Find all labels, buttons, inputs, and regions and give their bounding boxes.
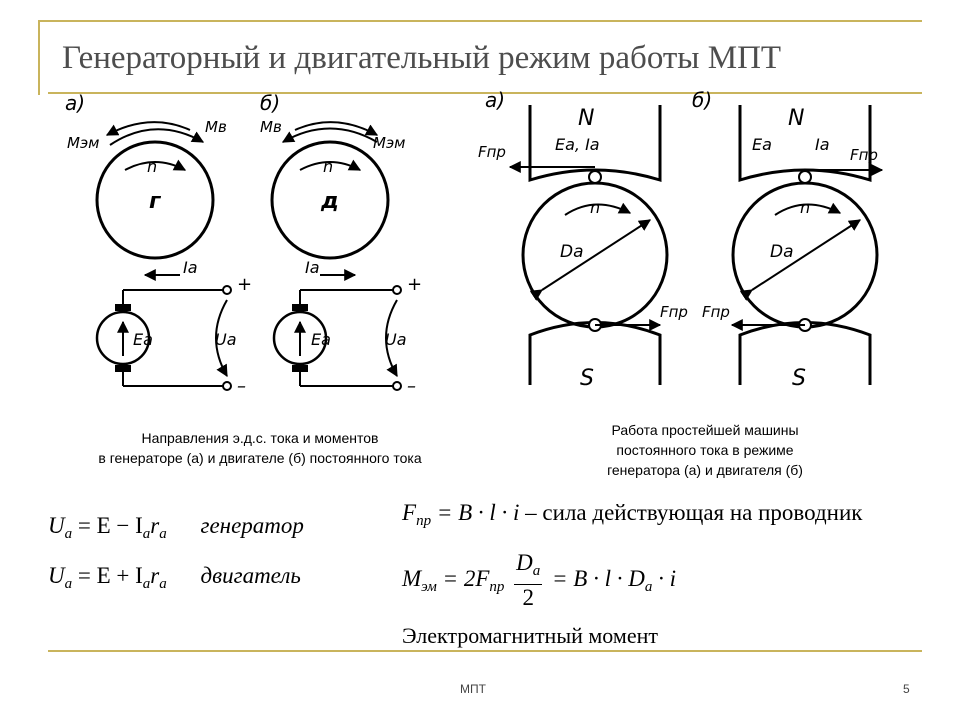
- motor-word: двигатель: [200, 563, 301, 588]
- decor-vertical-rule: [38, 20, 40, 95]
- right-label-a: а): [485, 88, 506, 112]
- mot-current-label: Ia: [305, 258, 320, 277]
- left-label-b: б): [260, 91, 281, 115]
- mot-terminal-minus: [393, 382, 401, 390]
- moment-note: Электромагнитный момент: [402, 623, 658, 648]
- mot-mv-arrow: [283, 129, 377, 143]
- moment-equation: $M_{эм} = 2F_{пр}$ $\frac{D_a}{2}$ = $B \cdot l \cdot D_a \cdot i$: [402, 550, 676, 610]
- machine-a-force-top-label: Fпр: [478, 143, 506, 161]
- mot-voltage-label: Ua: [385, 330, 407, 349]
- left-diagram: [55, 90, 475, 410]
- gen-plus-label: +: [237, 274, 253, 295]
- mot-letter: д: [321, 189, 339, 214]
- gen-mv-label: Мв: [205, 118, 227, 136]
- machine-b-diameter: [752, 220, 860, 290]
- gen-terminal-minus: [223, 382, 231, 390]
- mot-mem-label: Мэм: [373, 134, 406, 152]
- machine-a-s-label: S: [580, 366, 594, 391]
- mot-emf-label: Ea: [311, 330, 331, 349]
- machine-b: [702, 105, 882, 391]
- machine-b-ia-label: Ia: [815, 135, 830, 154]
- left-caption-line1: Направления э.д.с. тока и моментов: [141, 430, 379, 446]
- mot-brush-bottom: [292, 365, 308, 372]
- right-caption: [545, 420, 865, 480]
- machine-b-force-top-label: Fпр: [850, 146, 878, 164]
- gen-brush-top: [115, 304, 131, 311]
- mot-terminal-plus: [393, 286, 401, 294]
- decor-top-rule: [38, 20, 922, 22]
- right-caption-line3: генератора (а) и двигателя (б): [607, 462, 803, 478]
- machine-b-speed-label: n: [800, 198, 811, 217]
- gen-brush-bottom: [115, 365, 131, 372]
- machine-a-diameter-label: Da: [560, 242, 584, 262]
- gen-mem-label: Мэм: [67, 134, 100, 152]
- gen-emf-label: Ea: [133, 330, 153, 349]
- right-caption-line2: постоянного тока в режиме: [616, 442, 794, 458]
- generator-word: генератор: [200, 513, 304, 538]
- machine-a-conductor-top: [589, 171, 601, 183]
- gen-terminal-plus: [223, 286, 231, 294]
- machine-a-ea-ia-label: Ea, Ia: [555, 135, 600, 154]
- machine-b-s-label: S: [792, 366, 806, 391]
- gen-minus-label: –: [237, 376, 246, 397]
- machine-a-force-bottom-label: Fпр: [660, 303, 688, 321]
- gen-speed-label: n: [147, 157, 158, 176]
- slide-title: Генераторный и двигательный режим работы МПТ: [62, 40, 782, 76]
- machine-a: [478, 105, 688, 391]
- gen-letter: г: [149, 189, 161, 214]
- machine-b-conductor-top: [799, 171, 811, 183]
- gen-mem-arrow: [107, 122, 190, 135]
- footer-rule: [48, 650, 922, 652]
- right-caption-line1: Работа простейшей машины: [611, 422, 799, 438]
- mot-brush-top: [292, 304, 308, 311]
- machine-a-n-label: N: [578, 106, 595, 131]
- moment-fraction: $\frac{D_a}{2}$: [516, 550, 541, 610]
- gen-current-label: Ia: [183, 258, 198, 277]
- gen-voltage-label: Ua: [215, 330, 237, 349]
- footer-title: МПТ: [460, 682, 486, 696]
- mot-minus-label: –: [407, 376, 416, 397]
- generator-equation: $U_a = E - I_ar_a$ генератор: [48, 513, 304, 542]
- machine-b-force-bottom-label: Fпр: [702, 303, 730, 321]
- left-label-a: а): [65, 91, 86, 115]
- machine-a-speed-label: n: [590, 198, 601, 217]
- left-caption-line2: в генераторе (а) и двигателе (б) постоянного тока: [98, 450, 422, 466]
- left-caption: [40, 428, 480, 468]
- force-equation: $F_{пр} = B \cdot l \cdot i$ – сила действующая на проводник: [402, 500, 863, 529]
- force-description: – сила действующая на проводник: [519, 500, 863, 525]
- motor-equation: $U_a = E + I_ar_a$ двигатель: [48, 563, 301, 592]
- page-number: 5: [903, 682, 910, 696]
- mot-speed-label: n: [323, 157, 334, 176]
- mot-mv-label: Мв: [260, 118, 282, 136]
- machine-a-diameter: [542, 220, 650, 290]
- machine-b-diameter-label: Da: [770, 242, 794, 262]
- machine-b-ea-label: Ea: [752, 135, 772, 154]
- machine-b-n-label: N: [788, 106, 805, 131]
- right-diagram: [470, 85, 890, 395]
- right-label-b: б): [692, 88, 713, 112]
- mot-plus-label: +: [407, 274, 423, 295]
